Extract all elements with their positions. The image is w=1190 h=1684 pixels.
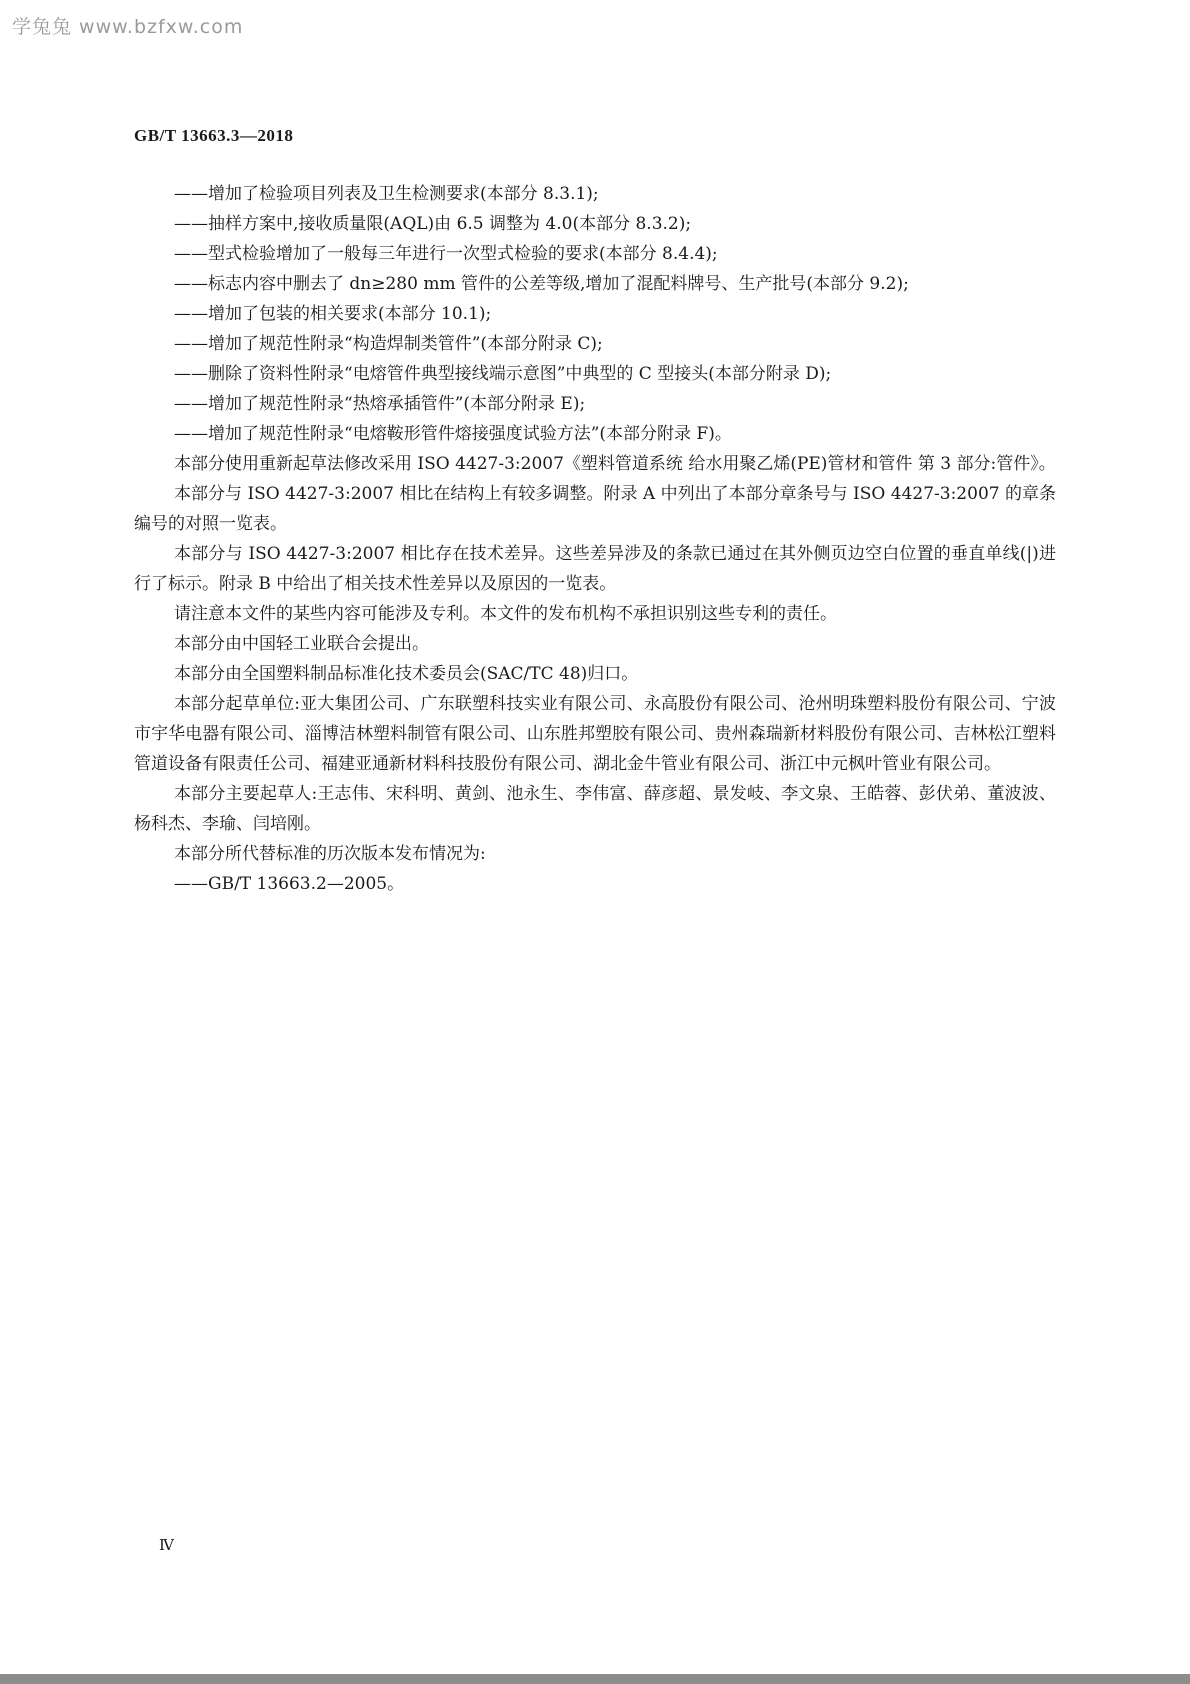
change-item: ——增加了规范性附录“热熔承插管件”(本部分附录 E); (174, 394, 586, 414)
technical-difference-paragraph: 本部分与 ISO 4427-3:2007 相比存在技术差异。这些差异涉及的条款已通过在其外侧页边空白位置的垂直单线(|)进行了标示。附录 B 中给出了相关技术性差异以及原因的一览表。 (134, 544, 1056, 594)
drafters-paragraph: 本部分主要起草人:王志伟、宋科明、黄剑、池永生、李伟富、薛彦超、景发岐、李文泉、王皓蓉、彭伏弟、董波波、杨科杰、李瑜、闫培刚。 (134, 784, 1056, 834)
change-item: ——增加了规范性附录“构造焊制类管件”(本部分附录 C); (174, 334, 603, 354)
bottom-scan-edge (0, 1674, 1190, 1684)
change-item: ——删除了资料性附录“电熔管件典型接线端示意图”中典型的 C 型接头(本部分附录 D); (174, 364, 832, 384)
change-item: ——标志内容中删去了 dn≥280 mm 管件的公差等级,增加了混配料牌号、生产批号(本部分 9.2); (174, 274, 909, 294)
standard-identifier: GB/T 13663.3—2018 (134, 126, 294, 145)
change-item: ——增加了规范性附录“电熔鞍形管件熔接强度试验方法”(本部分附录 F)。 (174, 424, 732, 444)
change-item: ——型式检验增加了一般每三年进行一次型式检验的要求(本部分 8.4.4); (174, 244, 718, 264)
previous-editions-heading: 本部分所代替标准的历次版本发布情况为: (174, 844, 486, 864)
change-item: ——增加了包装的相关要求(本部分 10.1); (174, 304, 492, 324)
change-item: ——抽样方案中,接收质量限(AQL)由 6.5 调整为 4.0(本部分 8.3.2); (174, 214, 692, 234)
page-number: Ⅳ (159, 1538, 174, 1554)
committee-paragraph: 本部分由全国塑料制品标准化技术委员会(SAC/TC 48)归口。 (174, 664, 639, 684)
proposer-paragraph: 本部分由中国轻工业联合会提出。 (174, 634, 429, 654)
patent-notice-paragraph: 请注意本文件的某些内容可能涉及专利。本文件的发布机构不承担识别这些专利的责任。 (174, 604, 837, 624)
drafting-units-paragraph: 本部分起草单位:亚大集团公司、广东联塑科技实业有限公司、永高股份有限公司、沧州明珠塑料股份有限公司、宁波市宇华电器有限公司、淄博洁林塑料制管有限公司、山东胜邦塑胶有限公司、贵州森瑞新材料股份有限公司、吉林松江塑料管道设备有限责任公司、福建亚通新材料科技股份有限公司、湖北金牛管业有限公司、浙江中元枫叶管业有限公司。 (134, 694, 1056, 774)
adoption-paragraph: 本部分使用重新起草法修改采用 ISO 4427-3:2007《塑料管道系统 给水用聚乙烯(PE)管材和管件 第 3 部分:管件》。 (174, 454, 1056, 474)
watermark-text: 学兔兔 www.bzfxw.com (12, 16, 244, 38)
previous-edition-item: ——GB/T 13663.2—2005。 (174, 874, 405, 894)
structure-paragraph: 本部分与 ISO 4427-3:2007 相比在结构上有较多调整。附录 A 中列出了本部分章条号与 ISO 4427-3:2007 的章条编号的对照一览表。 (134, 484, 1056, 534)
change-item: ——增加了检验项目列表及卫生检测要求(本部分 8.3.1); (174, 184, 599, 204)
foreword-body (134, 179, 1056, 899)
